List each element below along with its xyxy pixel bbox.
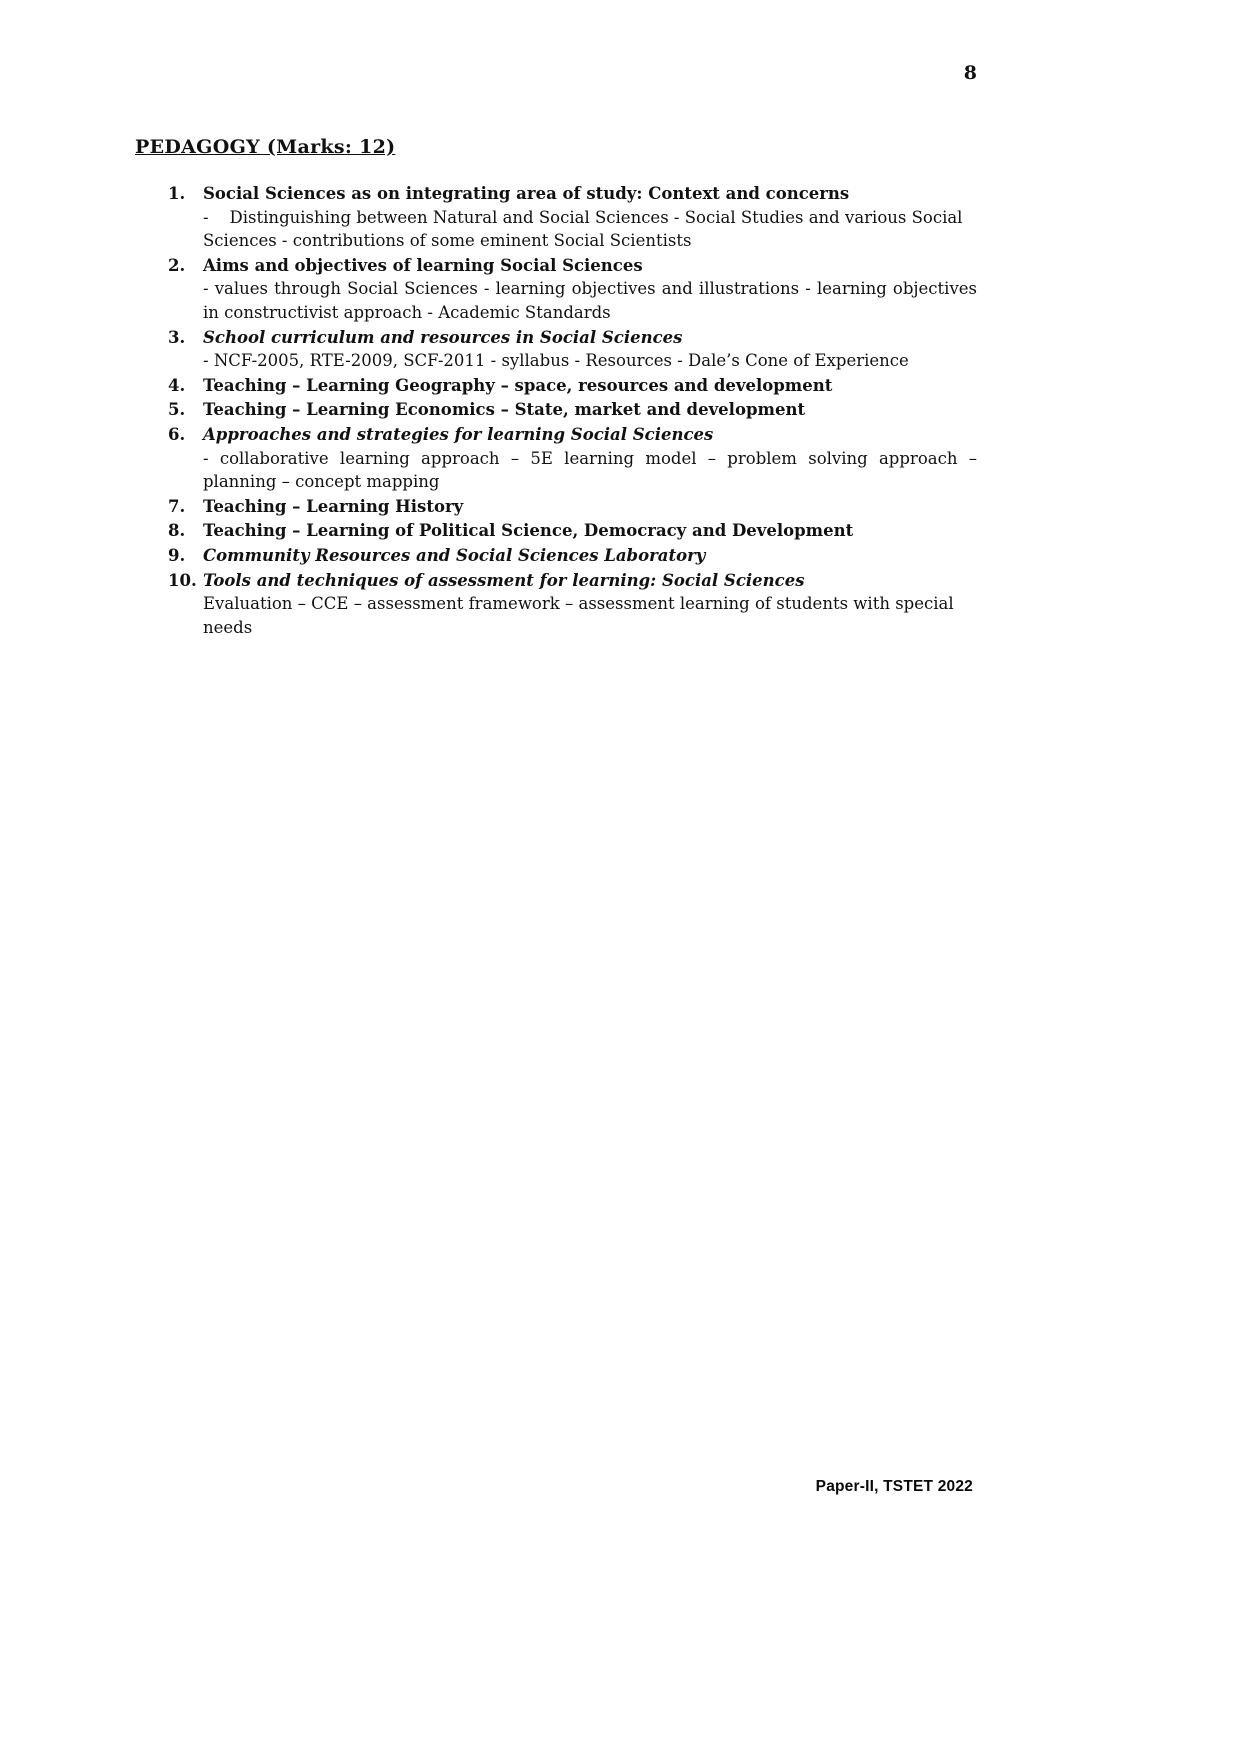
- item-detail: - Distinguishing between Natural and Social Sciences - Social Studies and various Social Sciences - contributions of some eminent Social Scientists: [203, 207, 963, 251]
- item-title: Approaches and strategies for learning Social Sciences: [203, 424, 714, 444]
- footer-text: Paper-II, TSTET 2022: [815, 1478, 973, 1495]
- item-title: Teaching – Learning History: [203, 496, 464, 516]
- list-item: [135, 569, 977, 640]
- list-item: [135, 544, 977, 568]
- item-number: 7.: [168, 496, 186, 516]
- item-number: 3.: [168, 327, 186, 347]
- item-title: Teaching – Learning of Political Science, Democracy and Development: [203, 521, 854, 541]
- item-number: 1.: [168, 184, 186, 203]
- list-item: [135, 495, 977, 519]
- item-number: 10.: [168, 570, 197, 590]
- item-number: 5.: [168, 400, 186, 420]
- list-item: [135, 519, 977, 543]
- syllabus-list: [135, 182, 977, 639]
- item-title: Social Sciences as on integrating area of study: Context and concerns: [203, 184, 850, 203]
- item-detail: - NCF-2005, RTE-2009, SCF-2011 - syllabus - Resources - Dale’s Cone of Experience: [203, 351, 909, 371]
- item-title: Teaching – Learning Economics – State, market and development: [203, 400, 806, 420]
- item-detail: - collaborative learning approach – 5E learning model – problem solving approach – planning – concept mapping: [203, 448, 977, 492]
- list-item: [135, 182, 977, 253]
- list-item: [135, 326, 977, 373]
- item-detail: Evaluation – CCE – assessment framework – assessment learning of students with special needs: [203, 594, 954, 637]
- item-number: 6.: [168, 424, 186, 444]
- page-number: 8: [963, 62, 977, 84]
- item-number: 9.: [168, 545, 186, 565]
- item-title: Teaching – Learning Geography – space, resources and development: [203, 375, 833, 395]
- page-content: [135, 136, 977, 640]
- list-item: [135, 398, 977, 422]
- item-number: 8.: [168, 521, 186, 541]
- item-title: Community Resources and Social Sciences Laboratory: [203, 545, 706, 565]
- item-title: Aims and objectives of learning Social Sciences: [203, 255, 643, 275]
- item-number: 2.: [168, 255, 186, 275]
- item-title: Tools and techniques of assessment for learning: Social Sciences: [203, 570, 805, 590]
- item-number: 4.: [168, 375, 186, 395]
- item-title: School curriculum and resources in Social Sciences: [203, 327, 683, 347]
- list-item: [135, 374, 977, 398]
- section-heading: PEDAGOGY (Marks: 12): [135, 136, 396, 158]
- list-item: [135, 254, 977, 325]
- item-detail: - values through Social Sciences - learning objectives and illustrations - learning objectives in constructivist approach - Academic Standards: [203, 279, 977, 322]
- list-item: [135, 423, 977, 494]
